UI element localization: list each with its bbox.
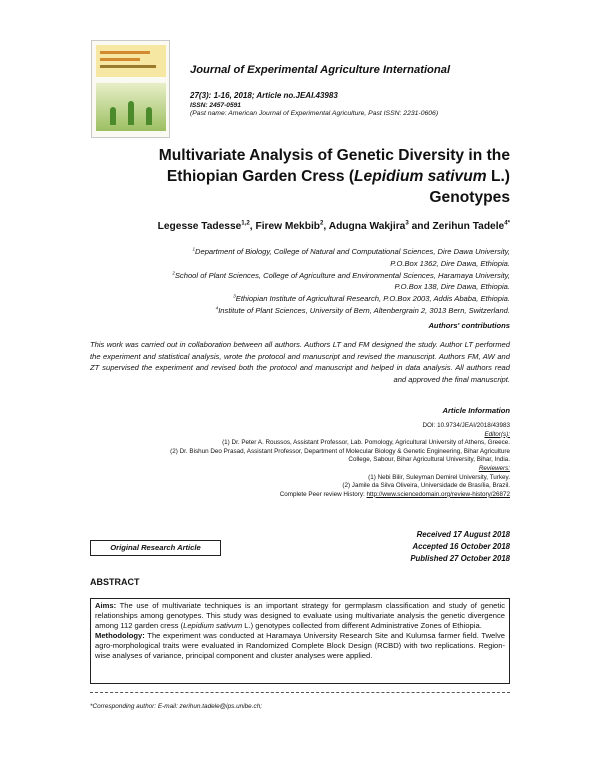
editor: (2) Dr. Bishun Deo Prasad, Assistant Professor, Department of Molecular Biology & Genetic Engineering, Bihar Agriculture bbox=[170, 447, 510, 455]
cover-title-line bbox=[100, 51, 150, 54]
cover-plant-icon bbox=[128, 101, 134, 125]
affiliation: $^1$Department of Biology, College of Natural and Computational Sciences, Dire Dawa University, bbox=[192, 246, 510, 256]
reviewers-label: Reviewers: bbox=[478, 464, 510, 472]
affiliation: $^2$School of Plant Sciences, College of Agriculture and Environmental Sciences, Haramaya University, bbox=[172, 270, 510, 280]
paper-title: Multivariate Analysis of Genetic Diversity in the Ethiopian Garden Cress (Lepidium sativum L.) Genotypes bbox=[158, 147, 510, 206]
contributions-text: This work was carried out in collaboration between all authors. Authors LT and FM designed the study. Author LT performed the experiment and statistical analysis, wrote the protocol and manuscript and revised the manuscript. Authors FM, AW and ZT supervised the experiment and revised both the protocol and manuscript and helped in data analysis. All authors read and approved the final manuscript. bbox=[90, 340, 510, 384]
received-date: Received 17 August 2018 bbox=[416, 530, 510, 539]
published-date: Published 27 October 2018 bbox=[410, 554, 510, 563]
corresponding-author-footnote: *Corresponding author: E-mail: zerihun.tadele@ips.unibe.ch; bbox=[90, 703, 263, 710]
affiliations: $^1$Department of Biology, College of Natural and Computational Sciences, Dire Dawa University, P.O.Box 1362, Dire Dawa, Ethiopia. $^2$School of Plant Sciences, College of Agriculture and Environmental Sciences, Haramaya University, P.O.Box 138, Dire Dawa, Ethiopia. $^3$Ethiopian Institute of Agricultural Research, P.O.Box 2003, Addis Ababa, Ethiopia. $^4$Institute of Plant Sciences, University of Bern, Altenbergrain 2, 3013 Bern, Switzerland. bbox=[90, 246, 510, 317]
journal-cover-thumbnail bbox=[91, 40, 170, 138]
abstract-box bbox=[90, 598, 510, 684]
accepted-date: Accepted 16 October 2018 bbox=[412, 542, 510, 551]
editor: (1) Dr. Peter A. Roussos, Assistant Professor, Lab. Pomology, Agricultural University of Athens, Greece. bbox=[222, 439, 510, 447]
affiliation: $^4$Institute of Plant Sciences, University of Bern, Altenbergrain 2, 3013 Bern, Switzerland. bbox=[215, 305, 510, 315]
author-name: Adugna Wakjira bbox=[328, 221, 406, 232]
abstract-aims: Aims: The use of multivariate techniques is an important strategy for germplasm classification and study of genetic relationships among genotypes. This study was designed to evaluate using multivariate analysis the genetic divergence among 112 garden cress (Lepidium sativum L.) genotypes collected from different Administrative Zones of Ethiopia. bbox=[95, 601, 505, 630]
cover-plant-icon bbox=[110, 107, 116, 125]
editors-label: Editor(s): bbox=[484, 430, 510, 438]
footnote-divider bbox=[90, 692, 510, 693]
cover-field-image bbox=[96, 83, 166, 131]
author-list: Legesse Tadesse$^{1,2}$, Firew Mekbib$^2$, Adugna Wakjira$^3$ and Zerihun Tadele$^{4*}$ bbox=[157, 219, 510, 232]
abstract-heading: ABSTRACT bbox=[90, 577, 140, 587]
review-history-link[interactable]: http://www.sciencedomain.org/review-history/26872 bbox=[366, 490, 510, 498]
affiliation: $^3$Ethiopian Institute of Agricultural Research, P.O.Box 2003, Addis Ababa, Ethiopia. bbox=[233, 293, 510, 304]
author-name: Firew Mekbib bbox=[255, 221, 321, 232]
issn: ISSN: 2457-0591 bbox=[190, 102, 241, 109]
journal-name: Journal of Experimental Agriculture International bbox=[190, 64, 451, 76]
contributions-heading: Authors' contributions bbox=[428, 321, 510, 330]
cover-plant-icon bbox=[146, 107, 152, 125]
cover-header-band bbox=[96, 45, 166, 77]
cover-title-line bbox=[100, 65, 156, 68]
article-type-box: Original Research Article bbox=[90, 540, 221, 556]
reviewer: (1) Nebi Bilir, Suleyman Demirel University, Turkey. bbox=[368, 473, 510, 481]
article-info: DOI: 10.9734/JEAI/2018/43983 Editor(s): (1) Dr. Peter A. Roussos, Assistant Professor, Lab. Pomology, Agricultural University of Athens, Greece. (2) Dr. Bishun Deo Prasad, Assistant Professor, Department of Molecular Biology & Genetic Engineering, Bihar Agriculture College, Sabour, Bihar Agricultural University, Bihar, India. Reviewers: (1) Nebi Bilir, Suleyman Demirel University, Turkey. (2) Jamile da Silva Oliveira, Universidade de Brasília, Brazil. Complete Peer review History: http://www.sciencedomain.org/review-history/26872 bbox=[90, 422, 510, 499]
reviewer: (2) Jamile da Silva Oliveira, Universidade de Brasília, Brazil. bbox=[342, 482, 510, 490]
cover-title-line bbox=[100, 58, 140, 61]
volume-line: 27(3): 1-16, 2018; Article no.JEAI.43983 bbox=[190, 91, 338, 100]
author-name: Legesse Tadesse bbox=[157, 221, 242, 232]
article-info-heading: Article Information bbox=[442, 406, 510, 415]
doi: DOI: 10.9734/JEAI/2018/43983 bbox=[422, 422, 510, 429]
author-name: Zerihun Tadele bbox=[432, 221, 505, 232]
abstract-methodology: Methodology: The experiment was conducted at Haramaya University Research Site and Kulumsa farmer field. Twelve agro-morphological traits were evaluated in Randomized Complete Block Design (RCBD) with two replications. Region-wise analyses of variance, principal component and cluster analyses were applied. bbox=[95, 631, 505, 660]
past-name: (Past name: American Journal of Experimental Agriculture, Past ISSN: 2231-0606) bbox=[190, 110, 439, 117]
